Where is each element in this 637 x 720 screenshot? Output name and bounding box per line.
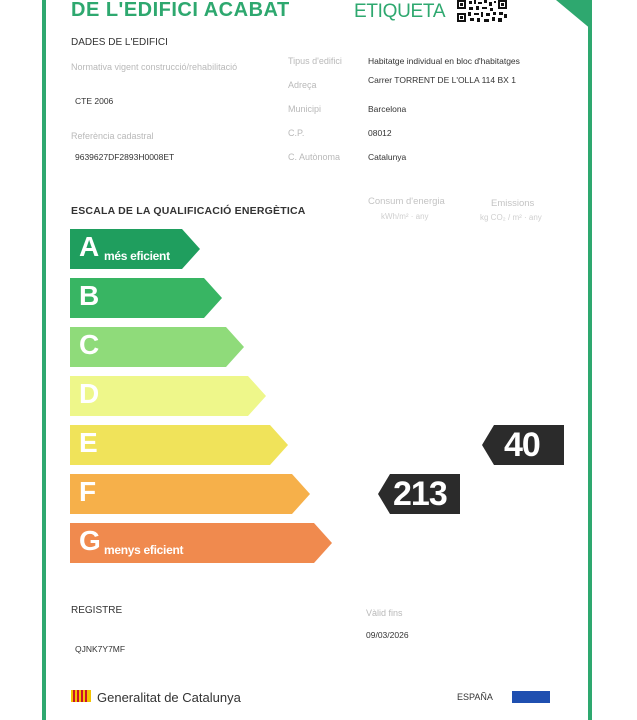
normative-value: CTE 2006 — [75, 96, 114, 106]
normative-label: Normativa vigent construcció/rehabilitació — [71, 62, 238, 72]
postal-code-value: 08012 — [368, 128, 392, 138]
energy-class-letter: F — [79, 476, 97, 507]
consumption-header: Consum d'energia — [368, 196, 445, 207]
energy-class-letter: D — [79, 378, 100, 409]
certificate-title: DE L'EDIFICI ACABAT — [71, 0, 290, 21]
building-type-value: Habitatge individual en bloc d'habitatges — [368, 56, 520, 66]
energy-class-arrow — [70, 474, 310, 514]
emissions-indicator — [482, 425, 564, 465]
energy-class-bar-f — [70, 474, 310, 514]
valid-until-value: 09/03/2026 — [366, 630, 409, 640]
generalitat-name: Generalitat de Catalunya — [97, 690, 241, 705]
address-value: Carrer TORRENT DE L'OLLA 114 BX 1 — [368, 75, 516, 85]
generalitat-crest-icon — [71, 690, 91, 702]
municipality-label: Municipi — [288, 104, 322, 114]
building-type-label: Tipus d'edifici — [288, 56, 342, 66]
eu-flag-icon — [512, 691, 550, 703]
energy-class-arrow — [70, 376, 266, 416]
energy-class-description: més eficient — [104, 249, 170, 263]
valid-until-label: Vàlid fins — [366, 608, 403, 618]
energy-class-arrow — [70, 425, 288, 465]
cadastral-label: Referència cadastral — [71, 131, 154, 141]
spain-label: ESPAÑA — [457, 692, 493, 702]
energy-class-bar-c — [70, 327, 244, 367]
consumption-unit: kWh/m² · any — [381, 212, 429, 221]
emissions-value: 40 — [504, 426, 540, 464]
qr-code-icon — [456, 0, 508, 22]
energy-class-bar-a — [70, 229, 200, 269]
energy-class-letter: A — [79, 231, 100, 262]
municipality-value: Barcelona — [368, 104, 407, 114]
emissions-unit: kg CO₂ / m² · any — [480, 213, 542, 222]
building-data-title: DADES DE L'EDIFICI — [71, 37, 168, 48]
energy-class-description: menys eficient — [104, 543, 184, 557]
energy-class-letter: B — [79, 280, 100, 311]
corner-decoration — [556, 0, 592, 30]
consumption-indicator — [378, 474, 460, 514]
address-label: Adreça — [288, 80, 317, 90]
region-label: C. Autònoma — [288, 152, 341, 162]
energy-scale-title: ESCALA DE LA QUALIFICACIÓ ENERGÈTICA — [71, 205, 306, 217]
consumption-value: 213 — [393, 475, 447, 513]
energy-class-letter: C — [79, 329, 100, 360]
energy-class-bar-e — [70, 425, 288, 465]
energy-class-letter: G — [79, 525, 101, 556]
region-value: Catalunya — [368, 152, 407, 162]
emissions-header: Emissions — [491, 198, 535, 209]
energy-class-letter: E — [79, 427, 98, 458]
energy-class-bar-b — [70, 278, 222, 318]
label-type: ETIQUETA — [354, 1, 446, 22]
cadastral-value: 9639627DF2893H0008ET — [75, 152, 175, 162]
postal-code-label: C.P. — [288, 128, 305, 138]
registry-value: QJNK7Y7MF — [75, 644, 126, 654]
energy-class-bar-d — [70, 376, 266, 416]
energy-class-bar-g — [70, 523, 332, 563]
registry-label: REGISTRE — [71, 605, 123, 616]
